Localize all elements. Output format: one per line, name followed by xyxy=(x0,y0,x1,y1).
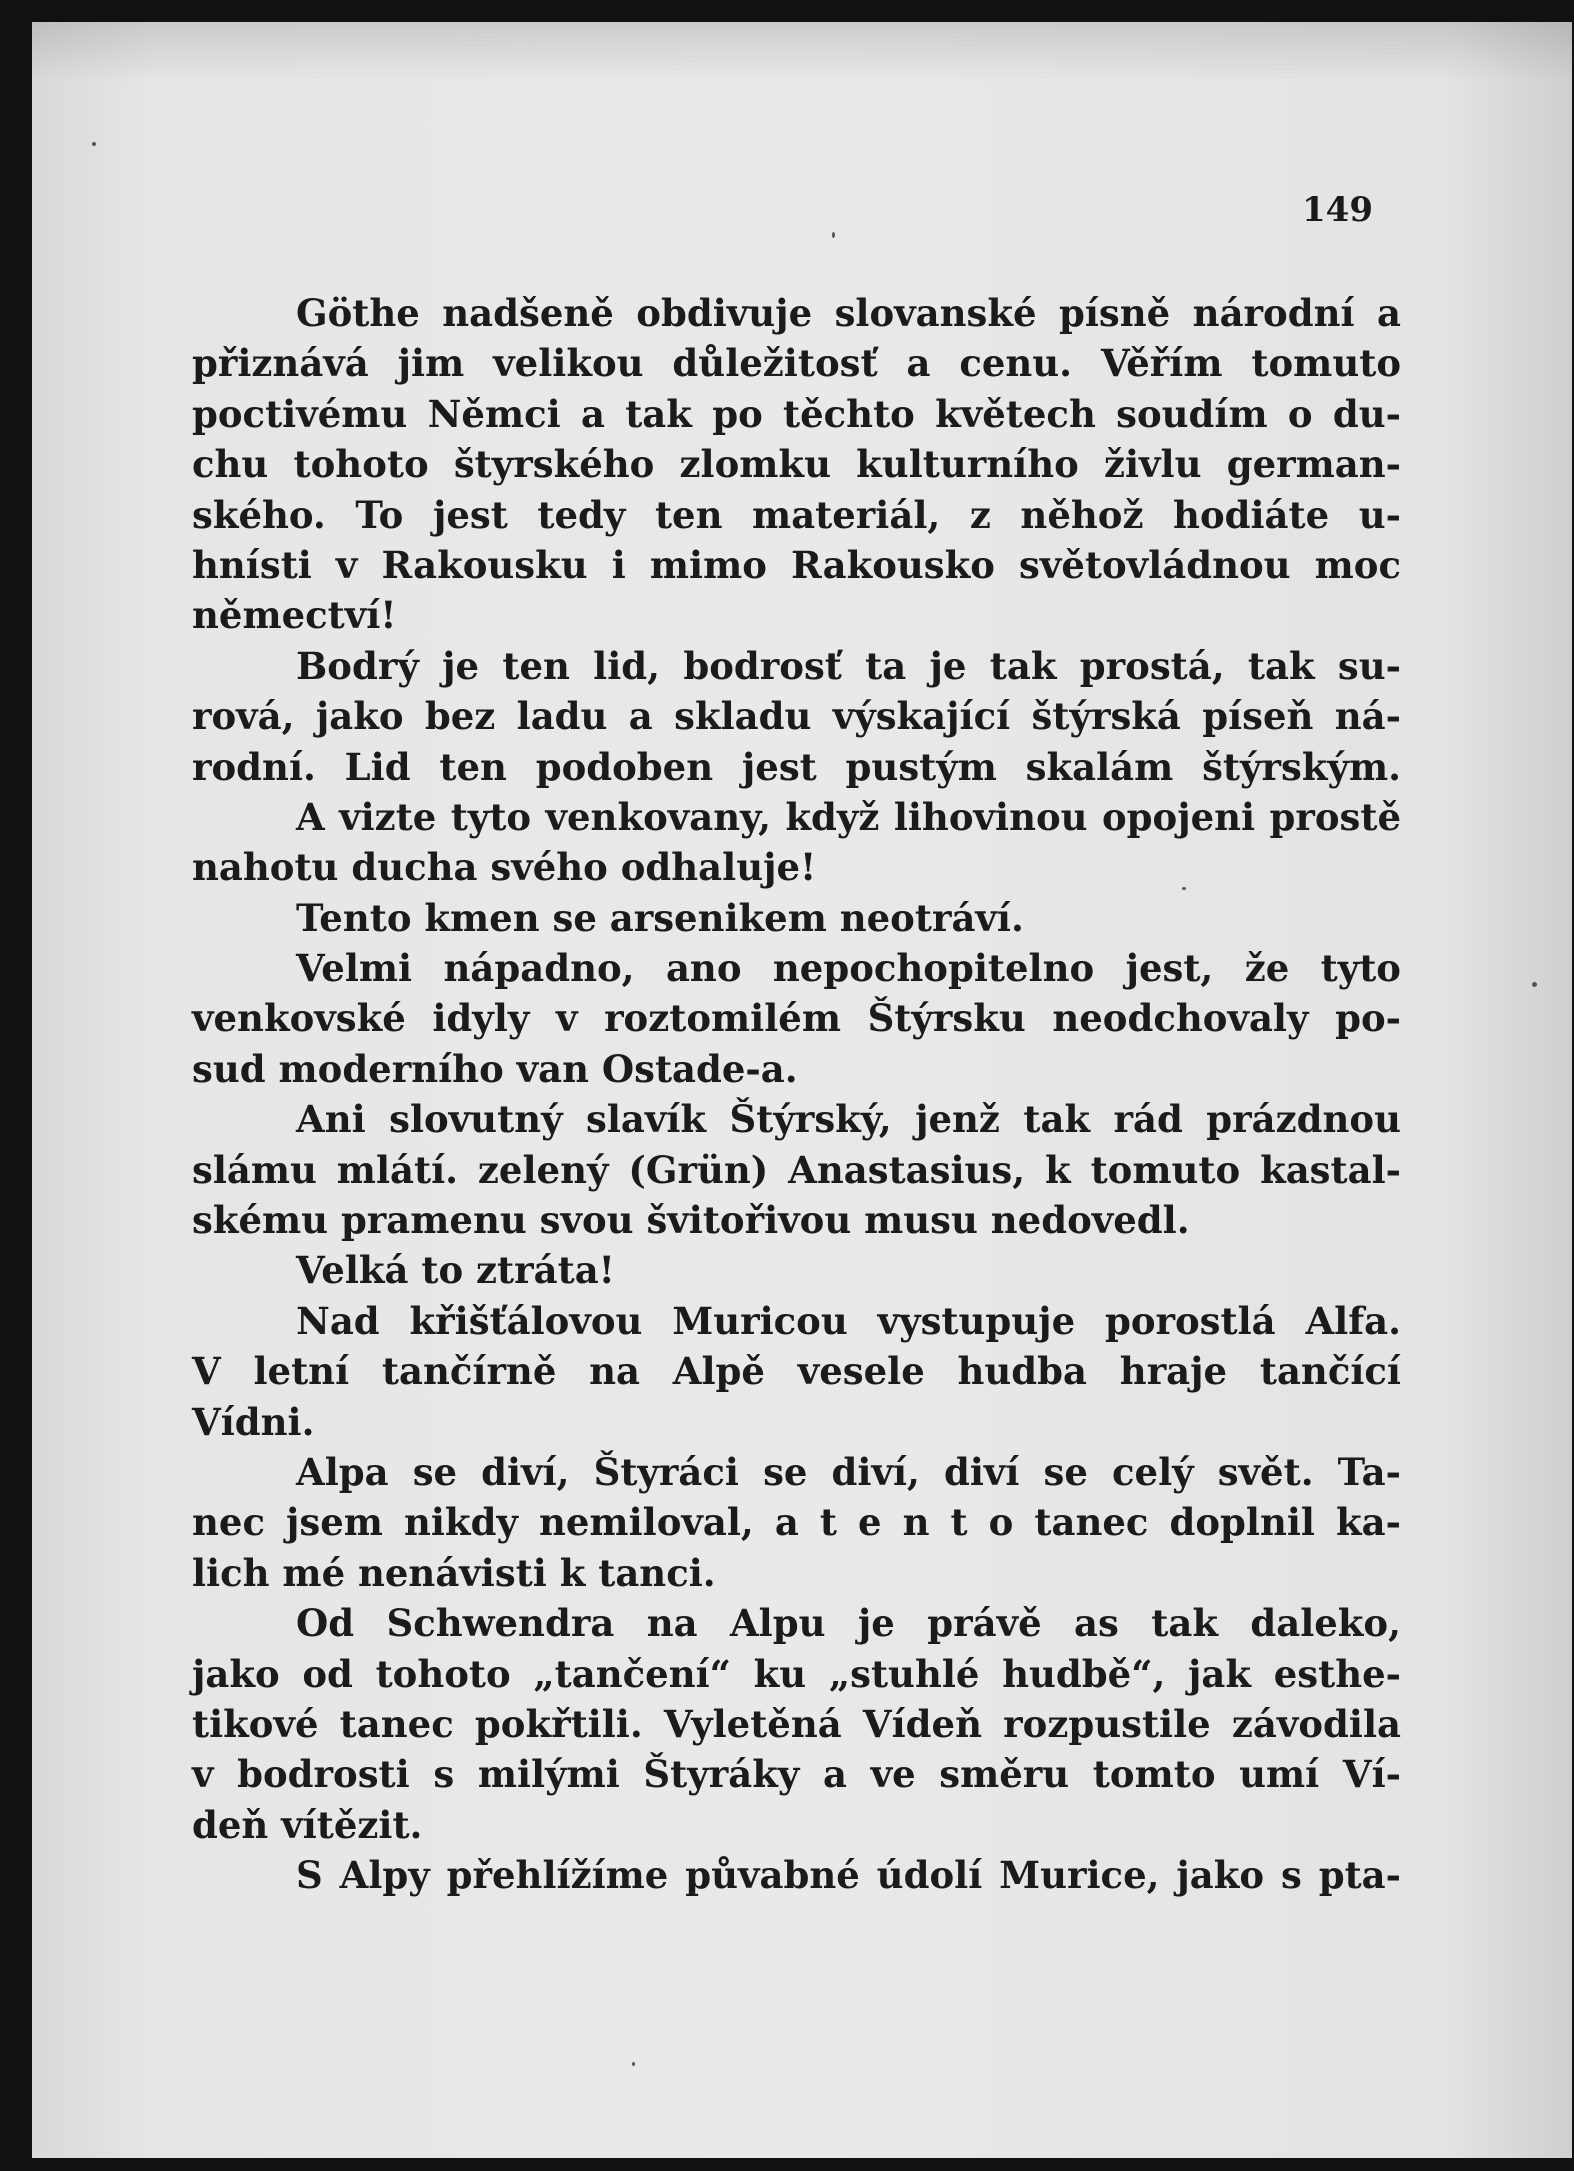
text-line: hnísti v Rakousku i mimo Rakousko světovládnou moc xyxy=(192,542,1401,587)
text-line: sud moderního van Ostade-a. xyxy=(192,1046,798,1091)
print-speck xyxy=(632,2062,635,2066)
text-line: Vídni. xyxy=(192,1399,315,1444)
text-line: v bodrosti s milými Štyráky a ve směru tomto umí Ví- xyxy=(192,1752,1401,1797)
text-line: Bodrý je ten lid, bodrosť ta je tak prostá, tak su- xyxy=(296,643,1401,688)
text-line: tikové tanec pokřtili. Vyletěná Vídeň rozpustile závodila xyxy=(192,1701,1401,1746)
text-line: Tento kmen se arsenikem neotráví. xyxy=(296,895,1024,940)
page-shadow xyxy=(32,22,1572,82)
page-number: 149 xyxy=(1302,190,1373,230)
text-line: venkovské idyly v roztomilém Štýrsku neodchovaly po- xyxy=(192,996,1401,1041)
book-page xyxy=(32,22,1572,2158)
text-line: S Alpy přehlížíme půvabné údolí Murice, jako s pta- xyxy=(296,1853,1401,1898)
print-speck xyxy=(92,142,96,146)
text-line: němectví! xyxy=(192,593,397,638)
text-line: ského. To jest tedy ten materiál, z něhož hodiáte u- xyxy=(192,492,1401,537)
text-line: jako od tohoto „tančení“ ku „stuhlé hudbě“, jak esthe- xyxy=(192,1651,1401,1696)
print-speck xyxy=(832,232,835,238)
text-line: Velmi nápadno, ano nepochopitelno jest, že tyto xyxy=(296,946,1401,991)
text-line: Göthe nadšeně obdivuje slovanské písně národní a xyxy=(296,291,1401,335)
text-line: Ani slovutný slavík Štýrský, jenž tak rád prázdnou xyxy=(296,1097,1401,1142)
text-line: V letní tančírně na Alpě vesele hudba hraje tančící xyxy=(192,1349,1401,1394)
print-speck xyxy=(1182,887,1186,890)
print-speck xyxy=(1532,982,1537,987)
text-line: skému pramenu svou švitořivou musu nedovedl. xyxy=(192,1198,1190,1243)
text-line: Nad křišťálovou Muricou vystupuje porostlá Alfa. xyxy=(296,1298,1401,1343)
text-line: Alpa se diví, Štyráci se diví, diví se celý svět. Ta- xyxy=(296,1449,1401,1494)
text-line: deň vítězit. xyxy=(192,1802,423,1847)
text-line: přiznává jim velikou důležitosť a cenu. Věřím tomuto xyxy=(192,341,1401,386)
text-line: chu tohoto štyrského zlomku kulturního živlu german- xyxy=(192,442,1401,487)
body-text xyxy=(192,288,1401,1901)
text-line: A vizte tyto venkovany, když lihovinou opojeni prostě xyxy=(296,794,1401,839)
text-line: rodní. Lid ten podoben jest pustým skalám štýrským. xyxy=(192,744,1401,789)
text-line: Od Schwendra na Alpu je právě as tak daleko, xyxy=(296,1601,1401,1646)
text-line: nahotu ducha svého odhaluje! xyxy=(192,845,817,890)
text-line: lich mé nenávisti k tanci. xyxy=(192,1550,716,1595)
text-line: rová, jako bez ladu a skladu výskající štýrská píseň ná- xyxy=(192,694,1401,739)
text-line: slámu mlátí. zelený (Grün) Anastasius, k tomuto kastal- xyxy=(192,1147,1401,1192)
text-line: nec jsem nikdy nemiloval, a t e n t o tanec doplnil ka- xyxy=(192,1500,1401,1545)
text-line: Velká to ztráta! xyxy=(296,1248,615,1293)
text-line: poctivému Němci a tak po těchto květech soudím o du- xyxy=(192,391,1401,436)
